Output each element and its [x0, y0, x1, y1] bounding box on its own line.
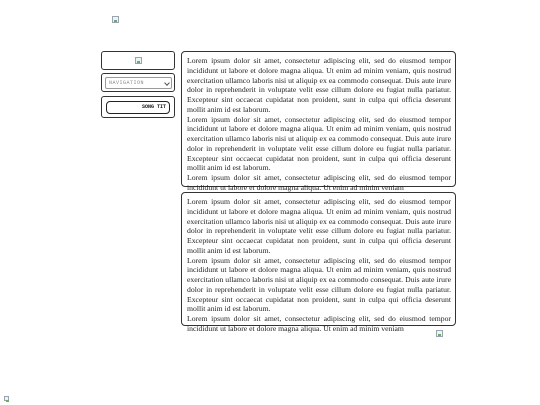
panel-2-paragraph: Lorem ipsum dolor sit amet, consectetur adipiscing elit, sed do eiusmod tempor incididunt ut labore et dolore magna aliqua. Ut enim ad minim veniam [187, 314, 451, 333]
sidebar-logo-broken-image-icon [135, 57, 142, 64]
header-broken-image-icon [112, 16, 119, 23]
text-panel-1[interactable] [181, 51, 456, 192]
navigation-select-value: NAVIGATION [109, 80, 145, 86]
panel-1-paragraph: Lorem ipsum dolor sit amet, consectetur adipiscing elit, sed do eiusmod tempor incididunt ut labore et dolore magna aliqua. Ut enim ad minim veniam, quis nostrud exercitation ullamco laboris nisi ut aliquip ex ea commodo consequat. Duis aute irure dolor in reprehenderit in voluptate velit esse cillum dolore eu fugiat nulla pariatur. Excepteur sint occaecat cupidatat non proident, sunt in culpa qui officia deserunt mollit anim id est laborum. [187, 114, 451, 173]
corner-broken-image-icon [4, 396, 9, 401]
navigation-box [101, 73, 175, 92]
sidebar-logo-box [101, 51, 175, 70]
text-panel-2[interactable] [181, 192, 456, 333]
song-title-box [101, 96, 175, 118]
song-title-button[interactable]: SONG TIT [106, 101, 170, 114]
panel-1-paragraph: Lorem ipsum dolor sit amet, consectetur adipiscing elit, sed do eiusmod tempor incididunt ut labore et dolore magna aliqua. Ut enim ad minim veniam [187, 173, 451, 192]
panel-2-paragraph: Lorem ipsum dolor sit amet, consectetur adipiscing elit, sed do eiusmod tempor incididunt ut labore et dolore magna aliqua. Ut enim ad minim veniam, quis nostrud exercitation ullamco laboris nisi ut aliquip ex ea commodo consequat. Duis aute irure dolor in reprehenderit in voluptate velit esse cillum dolore eu fugiat nulla pariatur. Excepteur sint occaecat cupidatat non proident, sunt in culpa qui officia deserunt mollit anim id est laborum. [187, 255, 451, 314]
panel-1-paragraph: Lorem ipsum dolor sit amet, consectetur adipiscing elit, sed do eiusmod tempor incididunt ut labore et dolore magna aliqua. Ut enim ad minim veniam, quis nostrud exercitation ullamco laboris nisi ut aliquip ex ea commodo consequat. Duis aute irure dolor in reprehenderit in voluptate velit esse cillum dolore eu fugiat nulla pariatur. Excepteur sint occaecat cupidatat non proident, sunt in culpa qui officia deserunt mollit anim id est laborum. [187, 56, 451, 114]
navigation-select[interactable] [105, 77, 172, 89]
footer-broken-image-icon [436, 330, 443, 337]
chevron-down-icon [164, 80, 170, 86]
panel-2-paragraph: Lorem ipsum dolor sit amet, consectetur adipiscing elit, sed do eiusmod tempor incididunt ut labore et dolore magna aliqua. Ut enim ad minim veniam, quis nostrud exercitation ullamco laboris nisi ut aliquip ex ea commodo consequat. Duis aute irure dolor in reprehenderit in voluptate velit esse cillum dolore eu fugiat nulla pariatur. Excepteur sint occaecat cupidatat non proident, sunt in culpa qui officia deserunt mollit anim id est laborum. [187, 197, 451, 255]
